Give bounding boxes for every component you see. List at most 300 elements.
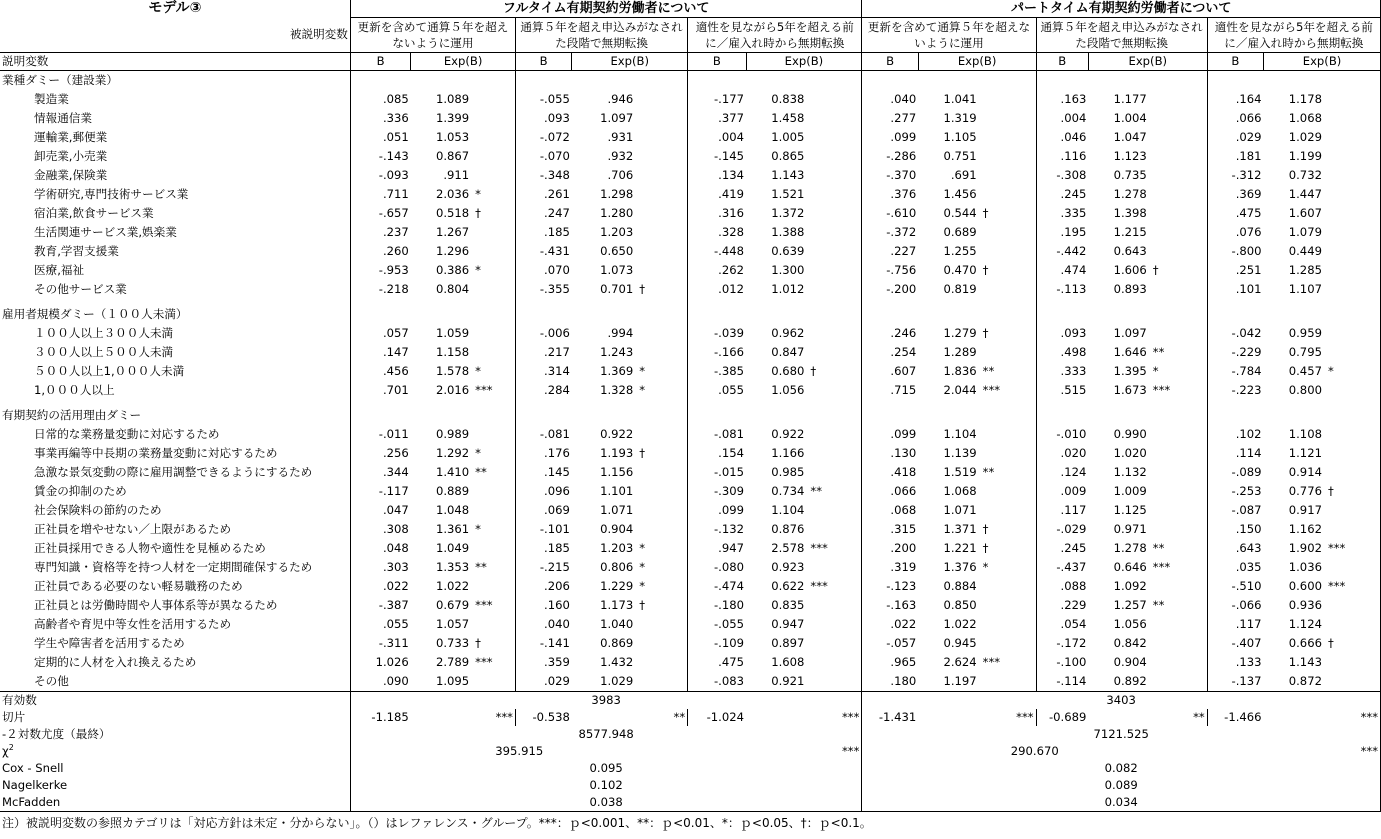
- b-value: .284: [515, 381, 571, 400]
- significance-mark: **: [1152, 598, 1165, 612]
- significance-mark: [806, 147, 861, 166]
- b-value: .012: [688, 280, 746, 299]
- b-value: .022: [862, 615, 918, 634]
- significance-mark: †: [982, 263, 989, 277]
- significance-mark: *: [475, 522, 481, 536]
- exp-value: 1.143: [771, 168, 805, 182]
- row-label: 正社員を増やせない／上限があるため: [34, 522, 232, 536]
- table-row: [0, 653, 1381, 672]
- exp-value: 0.732: [1288, 168, 1322, 182]
- significance-mark: [1149, 520, 1207, 539]
- exp-value: 1.012: [771, 282, 805, 296]
- exp-value: 0.800: [1288, 383, 1322, 397]
- note-row: [0, 812, 1381, 835]
- significance-mark: [635, 343, 687, 362]
- exp-value: 1.101: [600, 484, 634, 498]
- significance-mark: *: [639, 383, 646, 397]
- nagelkerke-label: Nagelkerke: [2, 778, 68, 792]
- significance-mark: ***: [1324, 539, 1381, 558]
- significance-mark: [1324, 672, 1381, 692]
- exp-value: 0.884: [943, 579, 977, 593]
- b-header: B: [350, 53, 410, 71]
- b-value: .048: [350, 539, 410, 558]
- exp-value: 1.022: [435, 579, 470, 593]
- b-value: .181: [1207, 147, 1263, 166]
- b-value: .947: [688, 539, 746, 558]
- chi2-superscript: 2: [8, 743, 14, 753]
- exp-value: 1.095: [435, 674, 470, 688]
- section-header-row: [0, 305, 1381, 324]
- exp-value: 1.049: [435, 541, 470, 555]
- b-value: -.756: [862, 261, 918, 280]
- exp-value: 0.639: [771, 244, 805, 258]
- row-label: 正社員とは労働時間や人事体系等が異なるため: [34, 598, 278, 612]
- empty-cell: [1264, 71, 1324, 91]
- significance-mark: *: [475, 263, 481, 277]
- row-label: 卸売業,小売業: [34, 149, 108, 163]
- b-value: .090: [350, 672, 410, 692]
- b-value: .054: [1036, 615, 1088, 634]
- exp-value: 0.646: [1113, 560, 1147, 574]
- stats-row-nagelkerke: [0, 777, 1381, 794]
- exp-value: 1.036: [1288, 560, 1322, 574]
- exp-value: 1.608: [771, 655, 805, 669]
- significance-mark: [1149, 147, 1207, 166]
- row-label: その他: [34, 674, 69, 688]
- significance-mark: [1149, 280, 1207, 299]
- b-value: .376: [862, 185, 918, 204]
- significance-mark: [635, 482, 687, 501]
- b-value: -.081: [515, 425, 571, 444]
- exp-value: 1.279: [943, 326, 977, 340]
- row-label: 高齢者や育児中等女性を活用するため: [34, 617, 232, 631]
- chi2-label: [0, 743, 350, 760]
- exp-value: 0.751: [943, 149, 977, 163]
- explanatory-variable-label: 説明変数: [0, 53, 350, 71]
- b-value: -.015: [688, 463, 746, 482]
- significance-mark: [1324, 343, 1381, 362]
- exp-value: 2.036: [435, 187, 470, 201]
- significance-mark: †: [1152, 263, 1159, 277]
- significance-mark: **: [1152, 345, 1165, 359]
- table-row: [0, 242, 1381, 261]
- exp-value: 1.296: [435, 244, 470, 258]
- table-row: [0, 615, 1381, 634]
- n-label: 有効数: [0, 692, 350, 710]
- empty-cell: [806, 71, 861, 91]
- significance-mark: [635, 520, 687, 539]
- significance-mark: [1324, 501, 1381, 520]
- exp-value: 1.056: [1113, 617, 1147, 631]
- exp-value: 1.243: [600, 345, 634, 359]
- b-value: .117: [1036, 501, 1088, 520]
- significance-mark: †: [982, 206, 989, 220]
- significance-mark: [635, 204, 687, 223]
- exp-value: 1.300: [771, 263, 805, 277]
- intercept-label: 切片: [2, 710, 26, 724]
- exp-value: 0.819: [943, 282, 977, 296]
- b-value: .418: [862, 463, 918, 482]
- significance-mark: [1149, 444, 1207, 463]
- exp-header: Exp(B): [411, 53, 516, 71]
- b-value: .474: [1036, 261, 1088, 280]
- b-value: -.431: [515, 242, 571, 261]
- stats-row-mcfadden: [0, 794, 1381, 812]
- exp-value: 0.959: [1288, 326, 1322, 340]
- exp-value: .911: [443, 168, 470, 182]
- b-value: .088: [1036, 577, 1088, 596]
- intercept-sig: ***: [841, 710, 860, 724]
- exp-value: 0.867: [435, 149, 470, 163]
- significance-mark: [806, 463, 861, 482]
- exp-value: 1.285: [1288, 263, 1322, 277]
- significance-mark: [1149, 501, 1207, 520]
- exp-value: 1.376: [943, 560, 977, 574]
- exp-value: 1.071: [600, 503, 634, 517]
- empty-cell: [350, 305, 410, 324]
- row-label: 金融業,保険業: [34, 168, 108, 182]
- cox-value: 0.095: [350, 760, 862, 777]
- exp-value: 1.009: [1113, 484, 1147, 498]
- b-value: -.309: [688, 482, 746, 501]
- header-row-b-exp: [0, 53, 1381, 71]
- exp-value: 0.914: [1288, 465, 1322, 479]
- b-value: .475: [688, 653, 746, 672]
- n-value: 3403: [862, 692, 1381, 710]
- exp-value: 1.156: [600, 465, 634, 479]
- exp-value: 1.278: [1113, 541, 1147, 555]
- b-value: .133: [1207, 653, 1263, 672]
- mcfadden-value: 0.038: [350, 794, 862, 812]
- significance-mark: [635, 463, 687, 482]
- exp-value: 0.701: [600, 282, 634, 296]
- exp-value: 1.432: [600, 655, 634, 669]
- chi2-symbol: χ: [2, 744, 9, 758]
- table-row: [0, 463, 1381, 482]
- empty-cell: [806, 406, 861, 425]
- table-row: [0, 381, 1381, 400]
- exp-value: 1.092: [1113, 579, 1147, 593]
- empty-cell: [979, 71, 1036, 91]
- b-value: .643: [1207, 539, 1263, 558]
- b-value: -.055: [515, 90, 571, 109]
- b-value: .004: [1036, 109, 1088, 128]
- intercept-b: -0.538: [515, 709, 571, 726]
- exp-value: 1.372: [771, 206, 805, 220]
- b-value: .099: [688, 501, 746, 520]
- empty-cell: [471, 406, 515, 425]
- b-value: -.123: [862, 577, 918, 596]
- table-row: [0, 90, 1381, 109]
- exp-value: 0.449: [1288, 244, 1322, 258]
- empty-cell: [515, 305, 571, 324]
- significance-mark: [806, 166, 861, 185]
- b-value: -.348: [515, 166, 571, 185]
- empty-cell: [515, 71, 571, 91]
- significance-mark: [1149, 653, 1207, 672]
- significance-mark: ***: [982, 655, 1001, 669]
- b-value: .147: [350, 343, 410, 362]
- exp-value: 1.177: [1113, 92, 1147, 106]
- significance-mark: [806, 261, 861, 280]
- b-value: .099: [862, 425, 918, 444]
- column-header: 通算５年を超え申込みがなされた段階で無期転換: [1036, 18, 1207, 53]
- b-value: .315: [862, 520, 918, 539]
- chi2-sig: ***: [841, 744, 860, 758]
- significance-mark: [1324, 558, 1381, 577]
- significance-mark: †: [639, 598, 646, 612]
- exp-value: 1.399: [435, 111, 470, 125]
- column-header: 適性を見ながら5年を超える前に／雇入れ時から無期転換: [688, 18, 862, 53]
- significance-mark: [806, 501, 861, 520]
- significance-mark: [806, 425, 861, 444]
- exp-value: 1.040: [600, 617, 634, 631]
- b-value: .124: [1036, 463, 1088, 482]
- b-value: -.081: [688, 425, 746, 444]
- b-value: -.610: [862, 204, 918, 223]
- significance-mark: †: [810, 364, 817, 378]
- exp-value: 0.850: [943, 598, 977, 612]
- significance-mark: [979, 444, 1036, 463]
- empty-cell: [635, 406, 687, 425]
- exp-value: 1.105: [943, 130, 977, 144]
- significance-mark: [806, 558, 861, 577]
- b-value: .475: [1207, 204, 1263, 223]
- significance-mark: [471, 242, 515, 261]
- exp-value: 1.215: [1113, 225, 1147, 239]
- exp-value: 1.456: [943, 187, 977, 201]
- significance-mark: [1324, 242, 1381, 261]
- row-label: 製造業: [34, 92, 69, 106]
- b-value: .247: [515, 204, 571, 223]
- intercept-sig: ***: [1016, 710, 1034, 724]
- row-label: ５００人以上1,０００人未満: [34, 364, 185, 378]
- b-value: -.385: [688, 362, 746, 381]
- b-value: -.372: [862, 223, 918, 242]
- table-row: [0, 444, 1381, 463]
- b-value: -.311: [350, 634, 410, 653]
- b-value: -.089: [1207, 463, 1263, 482]
- b-value: -.510: [1207, 577, 1263, 596]
- b-value: .009: [1036, 482, 1088, 501]
- table-row: [0, 539, 1381, 558]
- row-label: 教育,学習支援業: [34, 244, 119, 258]
- exp-value: 0.989: [435, 427, 470, 441]
- intercept-b: -1.185: [350, 709, 410, 726]
- row-label: 正社員である必要のない軽易職務のため: [34, 579, 243, 593]
- exp-value: 1.521: [771, 187, 805, 201]
- exp-value: 0.386: [435, 263, 470, 277]
- b-value: .965: [862, 653, 918, 672]
- exp-value: 1.166: [771, 446, 805, 460]
- empty-cell: [411, 305, 471, 324]
- footnote: 注）被説明変数の参照カテゴリは「対応方針は未定・分からない」。（）はレファレンス・グループ。***：ｐ<0.001、**：ｐ<0.01、*：ｐ<0.05、†：ｐ<0.1。: [2, 816, 872, 830]
- significance-mark: **: [1152, 541, 1165, 555]
- b-value: .150: [1207, 520, 1263, 539]
- significance-mark: †: [475, 636, 481, 650]
- exp-value: 1.193: [600, 446, 634, 460]
- b-value: -.042: [1207, 324, 1263, 343]
- b-value: .066: [1207, 109, 1263, 128]
- section-title: 雇用者規模ダミー（１００人未満）: [2, 307, 188, 321]
- b-value: .607: [862, 362, 918, 381]
- b-value: .195: [1036, 223, 1088, 242]
- significance-mark: **: [982, 465, 995, 479]
- exp-value: 2.578: [771, 541, 805, 555]
- significance-mark: [806, 615, 861, 634]
- exp-value: 1.089: [435, 92, 470, 106]
- exp-header: Exp(B): [572, 53, 688, 71]
- b-header: B: [862, 53, 918, 71]
- b-value: .246: [862, 324, 918, 343]
- empty-cell: [746, 71, 806, 91]
- row-label: 急激な景気変動の際に雇用調整できるようにするため: [34, 465, 313, 479]
- significance-mark: [806, 520, 861, 539]
- exp-value: 1.298: [600, 187, 634, 201]
- row-label: 学生や障害者を活用するため: [34, 636, 185, 650]
- b-value: -.308: [1036, 166, 1088, 185]
- significance-mark: [979, 128, 1036, 147]
- exp-value: 0.643: [1113, 244, 1147, 258]
- significance-mark: [979, 482, 1036, 501]
- b-value: .254: [862, 343, 918, 362]
- b-value: .055: [350, 615, 410, 634]
- stats-row-cox: [0, 760, 1381, 777]
- b-header: B: [1207, 53, 1263, 71]
- exp-header: Exp(B): [746, 53, 862, 71]
- b-value: .160: [515, 596, 571, 615]
- empty-cell: [979, 305, 1036, 324]
- exp-value: 1.203: [600, 225, 634, 239]
- significance-mark: [979, 223, 1036, 242]
- row-label: 生活関連サービス業,娯楽業: [34, 225, 177, 239]
- b-value: .180: [862, 672, 918, 692]
- b-value: .316: [688, 204, 746, 223]
- table-row: [0, 425, 1381, 444]
- significance-mark: †: [639, 282, 646, 296]
- chi2-value: 290.670: [862, 743, 1207, 760]
- exp-value: 0.971: [1113, 522, 1147, 536]
- exp-value: 0.680: [771, 364, 805, 378]
- significance-mark: *: [639, 560, 646, 574]
- b-value: .711: [350, 185, 410, 204]
- significance-mark: [806, 90, 861, 109]
- intercept-sig: ***: [1264, 709, 1381, 726]
- exp-value: 1.029: [1288, 130, 1322, 144]
- exp-value: 1.278: [1113, 187, 1147, 201]
- b-value: .206: [515, 577, 571, 596]
- exp-value: 0.650: [600, 244, 634, 258]
- significance-mark: [979, 147, 1036, 166]
- significance-mark: [979, 166, 1036, 185]
- significance-mark: [806, 204, 861, 223]
- exp-value: 1.104: [943, 427, 977, 441]
- b-value: .701: [350, 381, 410, 400]
- b-value: -.070: [515, 147, 571, 166]
- stats-row-n: [0, 692, 1381, 710]
- b-value: .336: [350, 109, 410, 128]
- b-value: -.039: [688, 324, 746, 343]
- b-value: .066: [862, 482, 918, 501]
- b-value: -.055: [688, 615, 746, 634]
- empty-cell: [1036, 71, 1088, 91]
- section-header-row: [0, 406, 1381, 425]
- exp-value: 0.947: [771, 617, 805, 631]
- empty-cell: [635, 71, 687, 91]
- significance-mark: [806, 634, 861, 653]
- b-value: .515: [1036, 381, 1088, 400]
- exp-value: 1.162: [1288, 522, 1322, 536]
- table-row: [0, 634, 1381, 653]
- exp-value: 1.125: [1113, 503, 1147, 517]
- significance-mark: [1324, 324, 1381, 343]
- nagelkerke-value: 0.102: [350, 777, 862, 794]
- empty-cell: [1207, 305, 1263, 324]
- exp-value: .931: [607, 130, 634, 144]
- exp-value: 2.044: [943, 383, 977, 397]
- b-value: .070: [515, 261, 571, 280]
- intercept-sig: **: [673, 710, 686, 724]
- significance-mark: [1324, 520, 1381, 539]
- exp-value: 2.789: [435, 655, 470, 669]
- b-value: .308: [350, 520, 410, 539]
- exp-value: 0.893: [1113, 282, 1147, 296]
- significance-mark: [471, 539, 515, 558]
- significance-mark: ***: [1152, 383, 1171, 397]
- significance-mark: [1149, 615, 1207, 634]
- exp-value: 1.410: [435, 465, 470, 479]
- significance-mark: [1324, 653, 1381, 672]
- significance-mark: [471, 109, 515, 128]
- exp-value: 0.734: [771, 484, 805, 498]
- significance-mark: [1149, 109, 1207, 128]
- exp-value: 0.917: [1288, 503, 1322, 517]
- exp-value: 1.071: [943, 503, 977, 517]
- exp-value: 0.904: [600, 522, 634, 536]
- mcfadden-label: McFadden: [0, 794, 350, 812]
- significance-mark: [635, 425, 687, 444]
- exp-value: 1.097: [1113, 326, 1147, 340]
- empty-cell: [1207, 406, 1263, 425]
- b-value: .200: [862, 539, 918, 558]
- b-value: .217: [515, 343, 571, 362]
- b-value: -.010: [1036, 425, 1088, 444]
- significance-mark: [979, 577, 1036, 596]
- b-value: .277: [862, 109, 918, 128]
- cox-value: 0.082: [862, 760, 1381, 777]
- table-row: [0, 343, 1381, 362]
- significance-mark: [635, 242, 687, 261]
- empty-cell: [862, 305, 918, 324]
- section-title: 業種ダミー（建設業）: [2, 73, 118, 87]
- exp-value: 0.897: [771, 636, 805, 650]
- exp-value: 1.606: [1113, 263, 1147, 277]
- row-label: 宿泊業,飲食サービス業: [34, 206, 154, 220]
- significance-mark: [635, 128, 687, 147]
- b-header: B: [515, 53, 571, 71]
- empty-cell: [572, 406, 635, 425]
- row-label: 正社員採用できる人物や適性を見極めるため: [34, 541, 266, 555]
- b-value: .076: [1207, 223, 1263, 242]
- row-label: 医療,福祉: [34, 263, 85, 277]
- significance-mark: *: [639, 364, 646, 378]
- significance-mark: †: [639, 446, 646, 460]
- b-value: -.215: [515, 558, 571, 577]
- b-value: -.057: [862, 634, 918, 653]
- loglik-label: -２対数尤度（最終）: [2, 727, 111, 741]
- exp-value: .691: [950, 168, 977, 182]
- significance-mark: [471, 147, 515, 166]
